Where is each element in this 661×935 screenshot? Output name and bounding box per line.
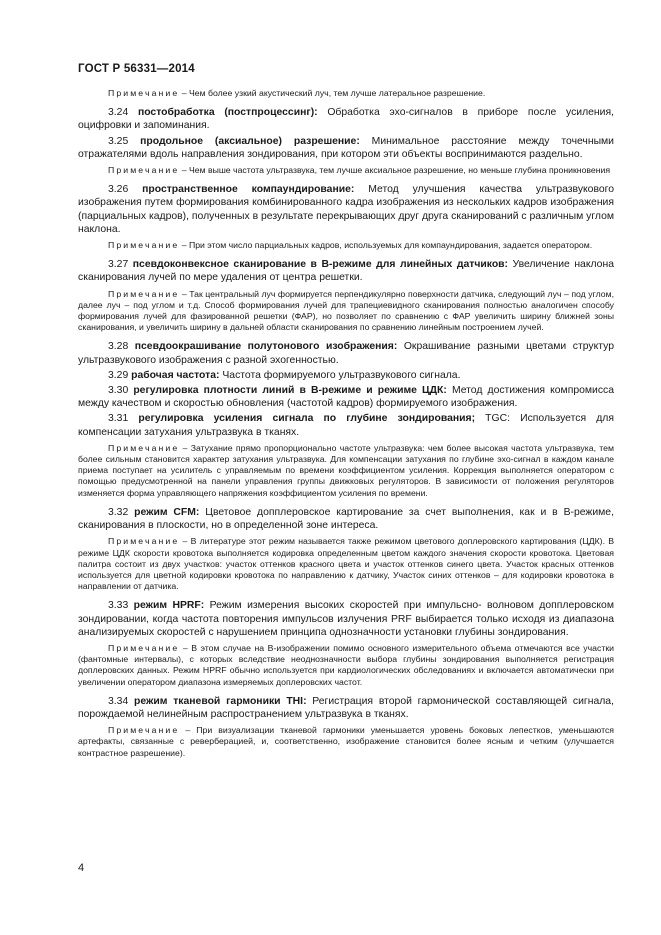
note-dash: – — [179, 88, 189, 98]
definition-term: режим CFM: — [134, 506, 200, 518]
note-label: Примечание — [108, 288, 180, 299]
standard-header: ГОСТ Р 56331—2014 — [78, 63, 195, 75]
note — [78, 536, 614, 592]
definition-text: Обработка эхо-сигналов в приборе после усиления, оцифровки и запоминания. — [78, 107, 614, 132]
note-label: Примечание — [108, 725, 180, 736]
definition-3.32 — [78, 506, 614, 532]
definition-text: Минимальное расстояние между точечными отражателями вдоль направления зондирования, при котором эти объекты воспринимаются раздельно. — [78, 135, 614, 160]
definition-number: 3.34 — [108, 695, 134, 707]
definition-3.30 — [78, 384, 614, 410]
definition-number: 3.29 — [108, 369, 132, 381]
definition-term: продольное (аксиальное) разрешение: — [140, 135, 360, 147]
definition-term: псевдоконвексное сканирование в В-режиме для линейных датчиков: — [132, 259, 509, 271]
definition-number: 3.27 — [108, 259, 133, 271]
definition-text: Окрашивание разными цветами структур ультразвукового изображения с разной эхогенностью. — [78, 341, 614, 366]
note-label: Примечание — [108, 240, 180, 251]
definition-text: TGC: Используется для компенсации затухания ультразвука в тканях. — [78, 413, 614, 438]
definition-text: Увеличение наклона сканирования лучей по мере удаления от центра решетки. — [78, 259, 614, 284]
definition-term: постобработка (постпроцессинг): — [137, 107, 318, 119]
note-label: Примечание — [108, 536, 180, 547]
definition-number: 3.33 — [108, 600, 134, 612]
definition-term: регулировка усиления сигнала по глубине зондирования; — [138, 413, 476, 425]
note-text: Чем выше частота ультразвука, тем лучше аксиальное разрешение, но меньше глубина проникновения — [188, 165, 611, 176]
note-text: Так центральный луч формируется перпендикулярно поверхности датчика, следующий луч – под углом, далее луч – под углом и т.д. Способ формирования лучей для трапециевидного сканирования полностью аналогичен способу формирования лучей для фазированной решетки (ФАР), но позволяет по сравнению с ФАР увеличить ширину ближней зоны сканирования, и увеличить ширину в дальней области сканирования по сравнению линейным построением лучей. — [78, 288, 614, 333]
note — [78, 240, 614, 251]
note-text: Затухание прямо пропорционально частоте ультразвука: чем более высокая частота ультразвука, тем более сильным становится характер затухания ультразвука. Для компенсации затухания по глубине эхо-сигнал в каждом канале приема поступает на усилитель с управляемым по времени коэффициентом усиления. Коррекция выполняется оператором с помощью предусмотренной на панели управления группы движковых регуляторов. В зависимости от положения регуляторов изменяется форма управляющего напряжения коэффициентом усиления по времени. — [78, 442, 614, 498]
note-text: При визуализации тканевой гармоники уменьшается уровень боковых лепестков, уменьшаются артефакты, связанные с реверберацией, и, соответственно, изображение становится более ясным и четким (улучшается контрастное разрешение). — [78, 725, 614, 758]
definition-number: 3.24 — [108, 107, 138, 119]
definition-3.28 — [78, 340, 614, 366]
page-number: 4 — [78, 862, 85, 874]
definition-3.29 — [78, 369, 614, 382]
note — [78, 725, 614, 759]
definition-3.25 — [78, 135, 614, 161]
definition-term: пространственное компаундирование: — [142, 184, 355, 196]
definition-number: 3.32 — [108, 506, 135, 518]
note-label: Примечание — [108, 165, 180, 176]
definition-text: Метод достижения компромисса между качеством и скоростью обновления (частотой кадров) формируемого изображения. — [78, 385, 614, 410]
note-dash: – — [179, 442, 191, 453]
note-text: Чем более узкий акустический луч, тем лучше латеральное разрешение. — [188, 88, 486, 98]
definition-text: Частота формируемого ультразвукового сигнала. — [219, 369, 461, 381]
document-body — [78, 84, 614, 766]
definition-term: режим HPRF: — [133, 600, 205, 612]
note-dash: – — [179, 642, 192, 653]
note-text: В литературе этот режим называется также режимом цветового доплеровского картирования (ЦДК). В режиме ЦДК скорости кровотока выполняется кодировка определенным цветом каждого значения скорости кровотока. Цветовая палитра состоит из двух участков: участок оттенков красного цвета и участок оттенков синего цвета. Участок красных оттенков используется для цветной кодировки кровотока по направлению к датчику, Участок синих оттенков – для кодировки кровотока в направлении от датчика. — [78, 536, 614, 592]
definition-term: рабочая частота: — [131, 369, 220, 381]
note-label: Примечание — [108, 442, 180, 453]
definition-3.27 — [78, 258, 614, 284]
note-text: В этом случае на В-изображении помимо основного измерительного объема отмечаются все участки (фантомные интервалы), с которых вследствие неоднозначности выбора глубины зондирования выполняется регистрация доплеровских данных. Режим HPRF обычно используется при кардиологических обследованиях и включается автоматически при увеличении оператором диапазона измеряемых доплеровских частот. — [78, 642, 614, 687]
note-dash: – — [179, 240, 189, 251]
definition-number: 3.31 — [108, 413, 139, 425]
definition-3.31 — [78, 412, 614, 438]
definition-number: 3.28 — [108, 341, 135, 353]
definition-number: 3.26 — [108, 184, 143, 196]
definition-3.34 — [78, 695, 614, 721]
definition-3.33 — [78, 599, 614, 639]
definition-number: 3.25 — [108, 135, 141, 147]
note — [78, 289, 614, 334]
note-dash: – — [179, 165, 189, 176]
note-label: Примечание — [108, 642, 180, 653]
note — [78, 643, 614, 688]
note — [78, 165, 614, 176]
definition-3.24 — [78, 106, 614, 132]
definition-text: Метод улучшения качества ультразвукового изображения путем формирования комбинированного кадра изображения из нескольких кадров изображения (парциальных кадров), полученных в результате перекрывающих друг друга сканирований с различным углом наклона. — [78, 184, 614, 235]
note — [78, 88, 614, 99]
note-dash: – — [179, 536, 191, 547]
definition-text: Регистрация второй гармонической составляющей сигнала, порождаемой нелинейным распространением ультразвука в тканях. — [78, 695, 614, 720]
definition-term: режим тканевой гармоники THI: — [134, 695, 307, 707]
definition-text: Цветовое допплеровское картирование за счет выполнения, как и в В-режиме, сканирования в плоскости, но в определенной зоне интереса. — [78, 506, 614, 532]
note-text: При этом число парциальных кадров, используемых для компаундирования, задается оператором. — [188, 240, 593, 251]
note-label: Примечание — [108, 88, 180, 98]
note — [78, 443, 614, 499]
definition-term: регулировка плотности линий в В-режиме и режиме ЦДК: — [133, 385, 447, 397]
note-dash: – — [179, 725, 197, 736]
definition-number: 3.30 — [108, 385, 134, 397]
definition-text: Режим измерения высоких скоростей при импульсно- волновом допплеровском зондировании, когда частота повторения импульсов излучения PRF выбирается только исходя из диапазона анализируемых скоростей с нарушением принципа однозначности установки глубины зондирования. — [78, 600, 614, 638]
definition-term: псевдоокрашивание полутонового изображения: — [134, 341, 398, 353]
note-dash: – — [179, 288, 190, 299]
definition-3.26 — [78, 183, 614, 236]
